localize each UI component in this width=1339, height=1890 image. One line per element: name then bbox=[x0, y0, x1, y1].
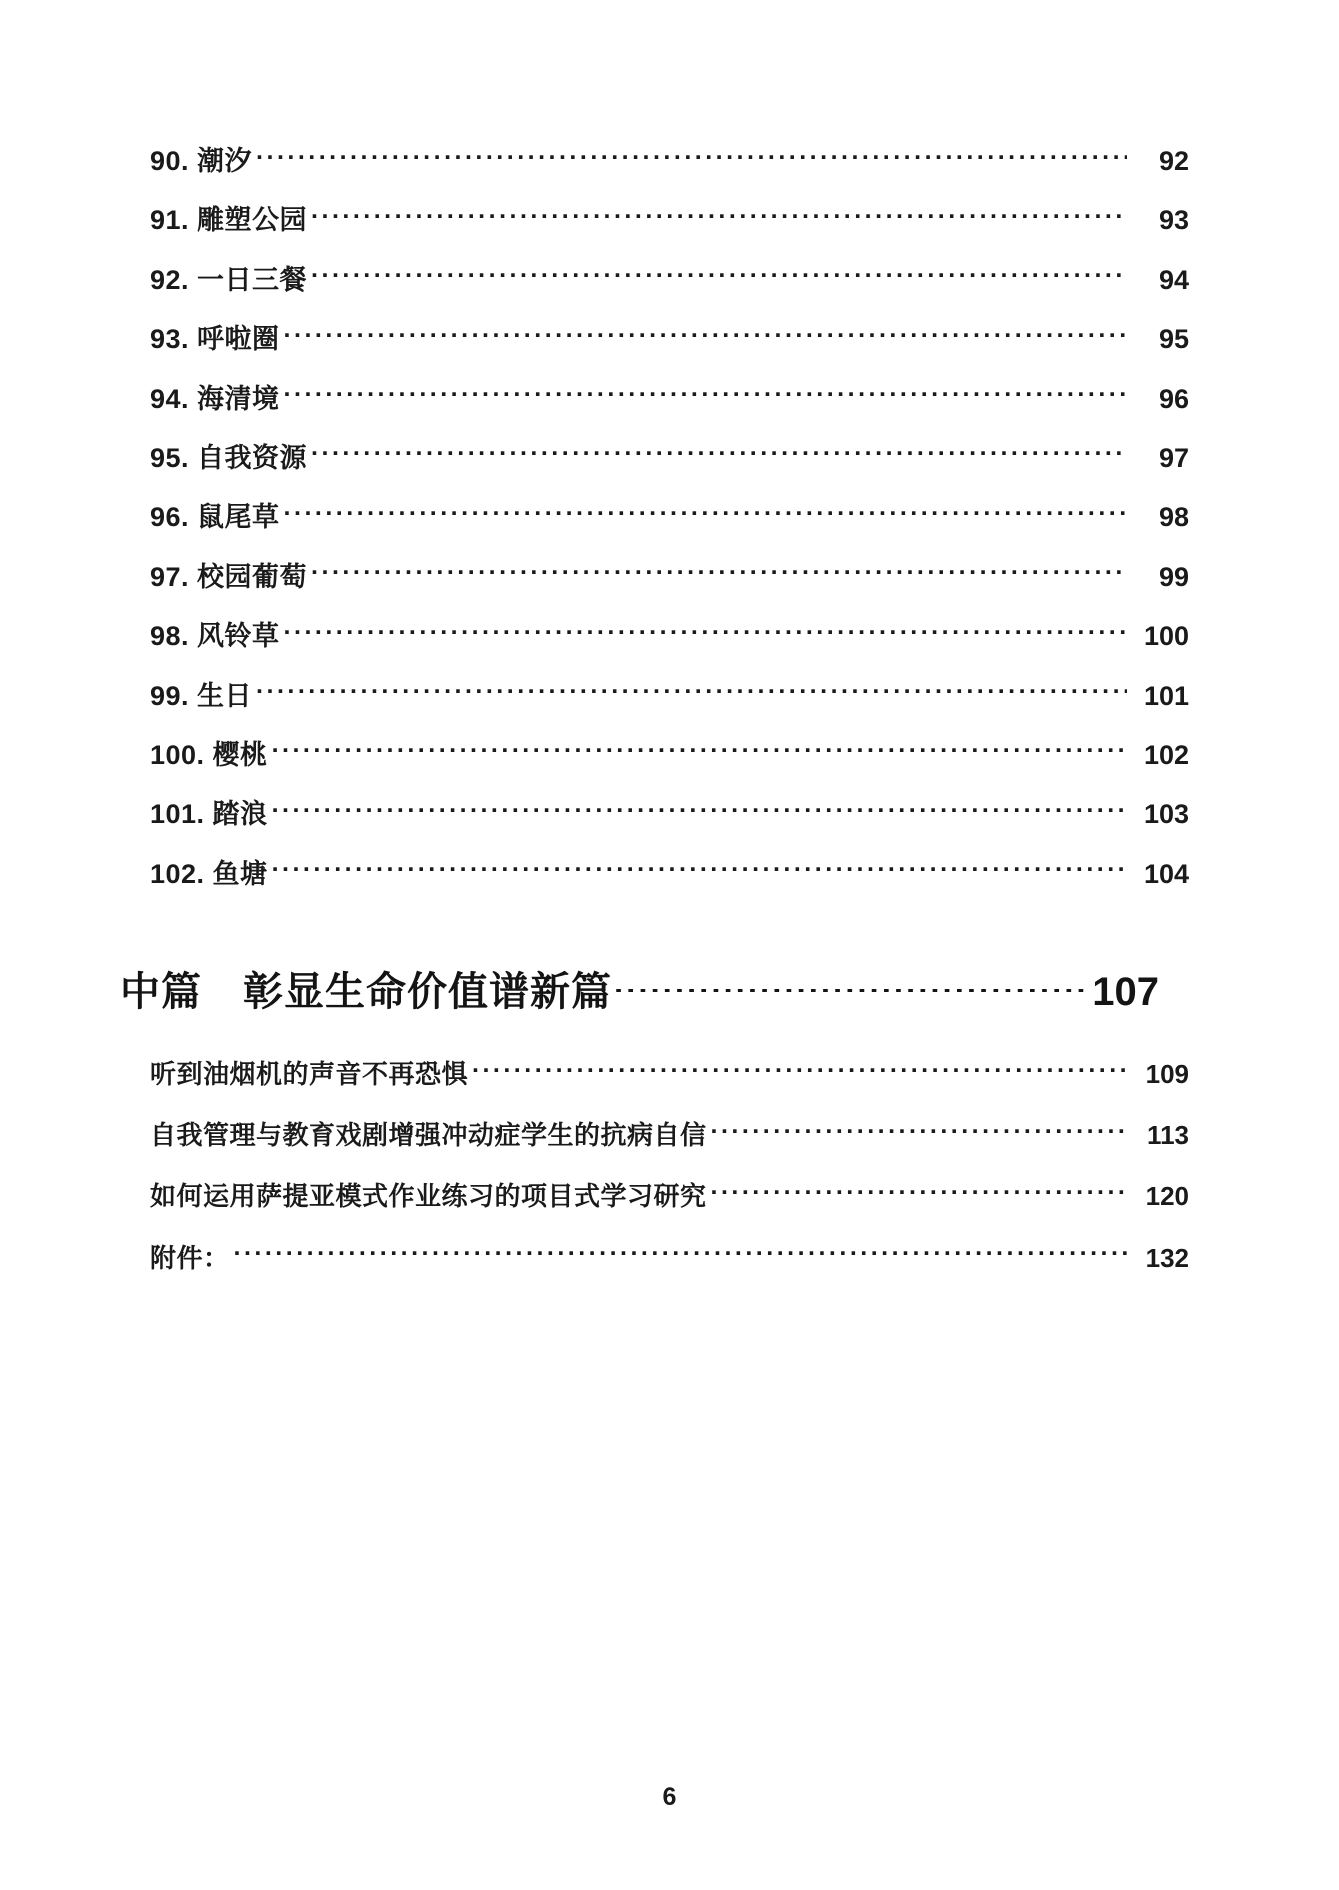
toc-entry-page: 98 bbox=[1158, 502, 1189, 533]
list-item[interactable] bbox=[150, 145, 1189, 177]
list-item[interactable] bbox=[150, 680, 1189, 712]
dot-leader bbox=[234, 1251, 1127, 1267]
toc-entry-title: 98. 风铃草 bbox=[150, 621, 280, 652]
toc-entry-page: 102 bbox=[1143, 739, 1189, 770]
toc-entry-page: 97 bbox=[1158, 442, 1189, 473]
dot-leader bbox=[711, 1128, 1127, 1144]
toc-section-title: 中篇 彰显生命价值谱新篇 bbox=[120, 970, 612, 1015]
dot-leader bbox=[256, 154, 1127, 170]
dot-leader bbox=[284, 510, 1127, 526]
toc-section-page: 107 bbox=[1092, 970, 1159, 1015]
toc-entry-page: 100 bbox=[1143, 621, 1189, 652]
toc-entry-title: 99. 生日 bbox=[150, 680, 253, 711]
list-item[interactable] bbox=[150, 323, 1189, 355]
dot-leader bbox=[472, 1067, 1127, 1083]
list-item[interactable] bbox=[150, 264, 1189, 296]
list-item[interactable] bbox=[150, 739, 1189, 771]
toc-entry-page: 120 bbox=[1145, 1181, 1189, 1212]
table-of-contents bbox=[120, 145, 1189, 1274]
toc-entry-title: 93. 呼啦圈 bbox=[150, 324, 280, 355]
dot-leader bbox=[311, 451, 1127, 467]
toc-entry-page: 109 bbox=[1145, 1059, 1189, 1090]
toc-entry-title: 如何运用萨提亚模式作业练习的项目式学习研究 bbox=[150, 1181, 707, 1212]
toc-entry-title: 95. 自我资源 bbox=[150, 442, 308, 473]
toc-entry-page: 103 bbox=[1143, 799, 1189, 830]
toc-entry-page: 132 bbox=[1145, 1242, 1189, 1273]
dot-leader bbox=[272, 748, 1127, 764]
list-item[interactable] bbox=[150, 204, 1189, 236]
toc-entry-title: 92. 一日三餐 bbox=[150, 264, 308, 295]
dot-leader bbox=[284, 629, 1127, 645]
list-item[interactable] bbox=[150, 383, 1189, 415]
list-item[interactable] bbox=[150, 1181, 1189, 1212]
toc-entry-page: 113 bbox=[1147, 1120, 1189, 1151]
toc-entry-title: 91. 雕塑公园 bbox=[150, 205, 308, 236]
list-item[interactable] bbox=[150, 858, 1189, 890]
dot-leader bbox=[284, 332, 1127, 348]
toc-entry-page: 96 bbox=[1158, 383, 1189, 414]
dot-leader bbox=[256, 689, 1127, 705]
dot-leader bbox=[284, 392, 1127, 408]
toc-entry-title: 94. 海清境 bbox=[150, 383, 280, 414]
toc-entry-title: 97. 校园葡萄 bbox=[150, 561, 308, 592]
toc-entry-page: 101 bbox=[1143, 680, 1189, 711]
toc-entry-title: 听到油烟机的声音不再恐惧 bbox=[150, 1059, 469, 1090]
dot-leader bbox=[272, 867, 1127, 883]
toc-entry-title: 自我管理与教育戏剧增强冲动症学生的抗病自信 bbox=[150, 1120, 707, 1151]
toc-entry-page: 93 bbox=[1158, 205, 1189, 236]
toc-entry-title: 101. 踏浪 bbox=[150, 799, 268, 830]
toc-article-list bbox=[150, 1059, 1189, 1274]
toc-entry-page: 92 bbox=[1158, 146, 1189, 176]
toc-entry-title: 102. 鱼塘 bbox=[150, 858, 268, 889]
toc-chapter-list bbox=[150, 145, 1189, 890]
list-item[interactable] bbox=[150, 1120, 1189, 1151]
toc-entry-title: 附件： bbox=[150, 1242, 230, 1273]
list-item[interactable] bbox=[150, 1243, 1189, 1274]
list-item[interactable] bbox=[150, 561, 1189, 593]
dot-leader bbox=[311, 273, 1127, 289]
toc-entry-title: 100. 樱桃 bbox=[150, 739, 268, 770]
toc-entry-title: 90. 潮汐 bbox=[150, 146, 253, 176]
toc-entry-page: 94 bbox=[1158, 264, 1189, 295]
list-item[interactable] bbox=[150, 501, 1189, 533]
toc-entry-page: 95 bbox=[1158, 324, 1189, 355]
page-number: 6 bbox=[662, 1783, 677, 1811]
dot-leader bbox=[614, 989, 1090, 1005]
dot-leader bbox=[311, 570, 1127, 586]
toc-entry-page: 99 bbox=[1158, 561, 1189, 592]
dot-leader bbox=[711, 1189, 1127, 1205]
list-item[interactable] bbox=[150, 798, 1189, 830]
list-item[interactable] bbox=[150, 442, 1189, 474]
toc-entry-page: 104 bbox=[1143, 858, 1189, 889]
dot-leader bbox=[311, 213, 1127, 229]
list-item[interactable] bbox=[150, 620, 1189, 652]
toc-entry-title: 96. 鼠尾草 bbox=[150, 502, 280, 533]
list-item[interactable] bbox=[150, 1059, 1189, 1090]
toc-section-heading[interactable] bbox=[120, 960, 1159, 1017]
dot-leader bbox=[272, 807, 1127, 823]
